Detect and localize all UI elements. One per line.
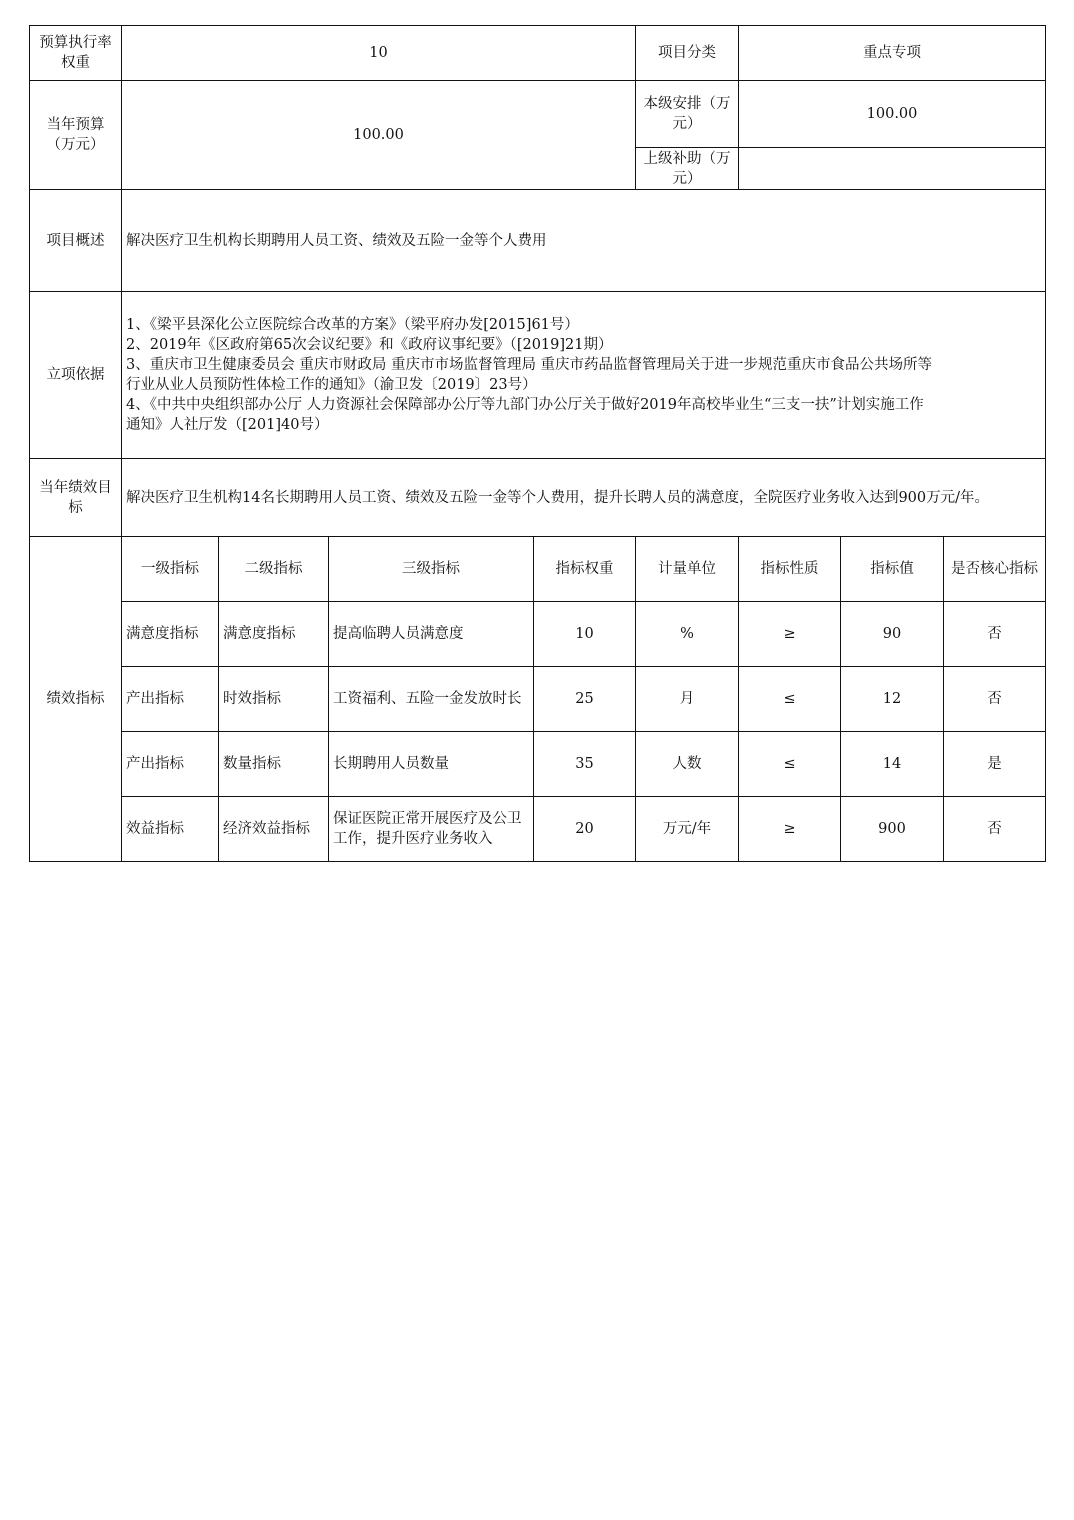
unit-cell: % — [636, 602, 739, 667]
level1-cell: 满意度指标 — [122, 602, 219, 667]
upper-label: 上级补助（万元） — [636, 148, 739, 190]
category-value: 重点专项 — [739, 26, 1046, 81]
indicator-header: 是否核心指标 — [944, 537, 1046, 602]
nature-cell: ≥ — [739, 602, 841, 667]
nature-cell: ≥ — [739, 797, 841, 862]
local-value: 100.00 — [739, 81, 1046, 148]
weight-cell: 20 — [534, 797, 636, 862]
indicator-header: 计量单位 — [636, 537, 739, 602]
basis-text — [122, 292, 1046, 459]
level3-cell: 长期聘用人员数量 — [329, 732, 534, 797]
weight-value: 10 — [122, 26, 636, 81]
value-cell: 12 — [841, 667, 944, 732]
goal-text: 解决医疗卫生机构14名长期聘用人员工资、绩效及五险一金等个人费用，提升长聘人员的满意度，全院医疗业务收入达到900万元/年。 — [122, 459, 1046, 537]
unit-cell: 月 — [636, 667, 739, 732]
table-row — [30, 797, 1046, 862]
basis-label: 立项依据 — [30, 292, 122, 459]
nature-cell: ≤ — [739, 732, 841, 797]
level2-cell: 时效指标 — [219, 667, 329, 732]
table-row — [30, 732, 1046, 797]
indicator-header: 指标值 — [841, 537, 944, 602]
indicator-header: 一级指标 — [122, 537, 219, 602]
level3-cell: 保证医院正常开展医疗及公卫工作，提升医疗业务收入 — [329, 797, 534, 862]
indicator-header: 三级指标 — [329, 537, 534, 602]
local-label: 本级安排（万元） — [636, 81, 739, 148]
core-cell: 否 — [944, 667, 1046, 732]
budget-value: 100.00 — [122, 81, 636, 190]
weight-label: 预算执行率权重 — [30, 26, 122, 81]
value-cell: 90 — [841, 602, 944, 667]
value-cell: 900 — [841, 797, 944, 862]
basis-line: 行业从业人员预防性体检工作的通知》（渝卫发〔2019〕23号） — [126, 377, 537, 393]
budget-label: 当年预算（万元） — [30, 81, 122, 190]
level2-cell: 数量指标 — [219, 732, 329, 797]
core-cell: 否 — [944, 602, 1046, 667]
core-cell: 是 — [944, 732, 1046, 797]
nature-cell: ≤ — [739, 667, 841, 732]
unit-cell: 人数 — [636, 732, 739, 797]
weight-cell: 25 — [534, 667, 636, 732]
basis-line: 通知》人社厅发（[201]40号） — [126, 417, 329, 433]
performance-target-table — [29, 25, 1046, 862]
level1-cell: 产出指标 — [122, 667, 219, 732]
level3-cell: 提高临聘人员满意度 — [329, 602, 534, 667]
indicators-label: 绩效指标 — [30, 537, 122, 862]
level1-cell: 效益指标 — [122, 797, 219, 862]
indicator-header: 二级指标 — [219, 537, 329, 602]
basis-line: 2、2019年《区政府第65次会议纪要》和《政府议事纪要》（[2019]21期） — [126, 337, 613, 353]
indicator-header: 指标权重 — [534, 537, 636, 602]
level2-cell: 满意度指标 — [219, 602, 329, 667]
level1-cell: 产出指标 — [122, 732, 219, 797]
category-label: 项目分类 — [636, 26, 739, 81]
weight-cell: 10 — [534, 602, 636, 667]
goal-label: 当年绩效目标 — [30, 459, 122, 537]
indicator-header: 指标性质 — [739, 537, 841, 602]
basis-line: 3、重庆市卫生健康委员会 重庆市财政局 重庆市市场监督管理局 重庆市药品监督管理局关于进一步规范重庆市食品公共场所等 — [126, 357, 933, 373]
overview-text: 解决医疗卫生机构长期聘用人员工资、绩效及五险一金等个人费用 — [122, 190, 1046, 292]
core-cell: 否 — [944, 797, 1046, 862]
level3-cell: 工资福利、五险一金发放时长 — [329, 667, 534, 732]
unit-cell: 万元/年 — [636, 797, 739, 862]
weight-cell: 35 — [534, 732, 636, 797]
level2-cell: 经济效益指标 — [219, 797, 329, 862]
basis-line: 1、《梁平县深化公立医院综合改革的方案》（梁平府办发[2015]61号） — [126, 317, 579, 333]
upper-value — [739, 148, 1046, 190]
basis-line: 4、《中共中央组织部办公厅 人力资源社会保障部办公厅等九部门办公厅关于做好2019年高校毕业生“三支一扶”计划实施工作 — [126, 397, 924, 413]
table-row — [30, 667, 1046, 732]
overview-label: 项目概述 — [30, 190, 122, 292]
value-cell: 14 — [841, 732, 944, 797]
table-row — [30, 602, 1046, 667]
